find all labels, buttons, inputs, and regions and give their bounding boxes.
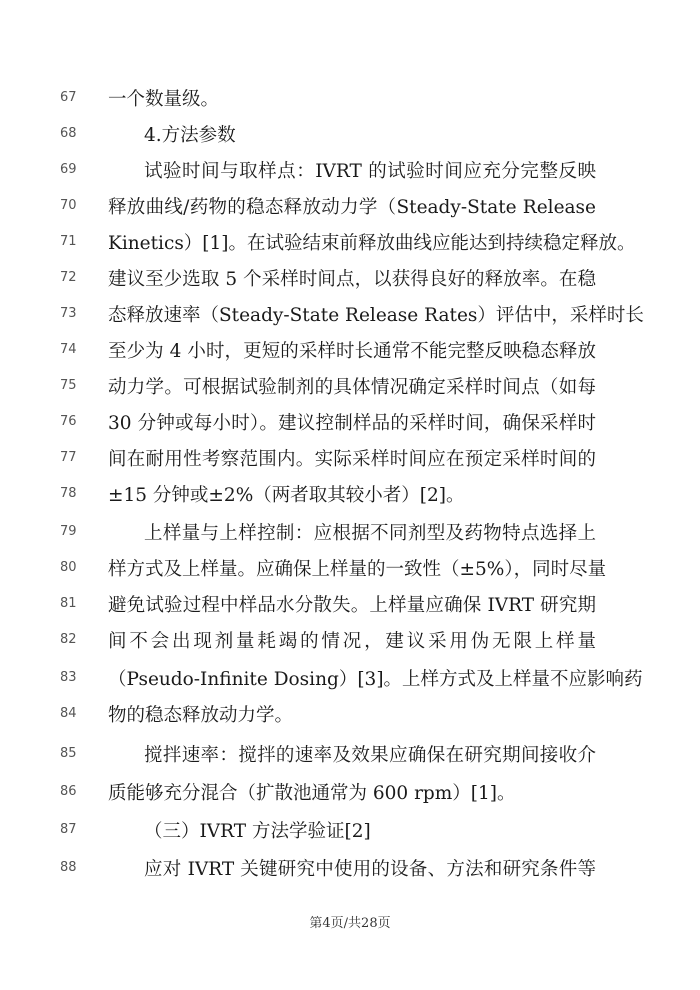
line-text: 样方式及上样量。应确保上样量的一致性（±5%），同时尽量: [108, 559, 607, 580]
page-footer: 第4页/共28页: [309, 916, 391, 931]
line-71: [0, 226, 700, 262]
line-70: [0, 190, 700, 226]
line-84: [0, 698, 700, 734]
line-number: 75: [60, 378, 77, 393]
line-73: [0, 298, 700, 334]
line-text: Kinetics）[1]。在试验结束前释放曲线应能达到持续稳定释放。: [108, 233, 636, 254]
line-text: 释放曲线/药物的稳态释放动力学（Steady-State Release: [108, 197, 596, 218]
line-85: [0, 738, 700, 774]
line-text: 物的稳态释放动力学。: [108, 705, 294, 726]
line-80: [0, 552, 700, 588]
line-68: [0, 118, 700, 154]
line-77: [0, 442, 700, 478]
section-heading: （三）IVRT 方法学验证[2]: [144, 821, 371, 842]
line-text: 建议至少选取 5 个采样时间点，以获得良好的释放率。在稳: [108, 269, 596, 290]
line-number: 82: [60, 632, 77, 647]
line-number: 73: [60, 306, 77, 321]
line-number: 81: [60, 596, 77, 611]
line-text: 上样量与上样控制：应根据不同剂型及药物特点选择上: [144, 523, 596, 544]
line-67: [0, 82, 700, 118]
line-text: 态释放速率（Steady-State Release Rates）评估中，采样时长: [108, 305, 644, 326]
line-87: [0, 814, 700, 850]
line-number: 71: [60, 234, 77, 249]
line-74: [0, 334, 700, 370]
line-text: ±15 分钟或±2%（两者取其较小者）[2]。: [108, 485, 465, 506]
line-number: 74: [60, 342, 77, 357]
line-text: 30 分钟或每小时）。建议控制样品的采样时间，确保采样时: [108, 413, 596, 434]
line-69: [0, 154, 700, 190]
line-text: 至少为 4 小时，更短的采样时长通常不能完整反映稳态释放: [108, 341, 596, 362]
line-number: 84: [60, 706, 77, 721]
line-number: 76: [60, 414, 77, 429]
line-number: 83: [60, 670, 77, 685]
section-heading: 4.方法参数: [144, 125, 236, 146]
line-text: 避免试验过程中样品水分散失。上样量应确保 IVRT 研究期: [108, 595, 596, 616]
line-number: 86: [60, 784, 77, 799]
line-text: 质能够充分混合（扩散池通常为 600 rpm）[1]。: [108, 783, 516, 804]
line-number: 85: [60, 746, 77, 761]
line-text: 搅拌速率：搅拌的速率及效果应确保在研究期间接收介: [144, 745, 596, 766]
line-text: 应对 IVRT 关键研究中使用的设备、方法和研究条件等: [144, 859, 596, 880]
line-text: 动力学。可根据试验制剂的具体情况确定采样时间点（如每: [108, 377, 596, 398]
line-79: [0, 516, 700, 552]
line-75: [0, 370, 700, 406]
line-text: 间不会出现剂量耗竭的情况，建议采用伪无限上样量: [108, 631, 596, 652]
line-text: （Pseudo-Infinite Dosing）[3]。上样方式及上样量不应影响药: [108, 669, 643, 690]
line-72: [0, 262, 700, 298]
line-number: 88: [60, 860, 77, 875]
line-76: [0, 406, 700, 442]
line-78: [0, 478, 700, 514]
line-number: 68: [60, 126, 77, 141]
line-number: 69: [60, 162, 77, 177]
line-number: 67: [60, 90, 77, 105]
line-text: 间在耐用性考察范围内。实际采样时间应在预定采样时间的: [108, 449, 596, 470]
line-number: 79: [60, 524, 77, 539]
line-82: [0, 624, 700, 660]
line-88: [0, 852, 700, 888]
line-83: [0, 662, 700, 698]
line-number: 77: [60, 450, 77, 465]
line-text: 试验时间与取样点：IVRT 的试验时间应充分完整反映: [144, 161, 596, 182]
line-number: 78: [60, 486, 77, 501]
line-81: [0, 588, 700, 624]
line-text: 一个数量级。: [108, 89, 220, 110]
line-number: 87: [60, 822, 77, 837]
line-number: 72: [60, 270, 77, 285]
line-number: 80: [60, 560, 77, 575]
line-number: 70: [60, 198, 77, 213]
line-86: [0, 776, 700, 812]
